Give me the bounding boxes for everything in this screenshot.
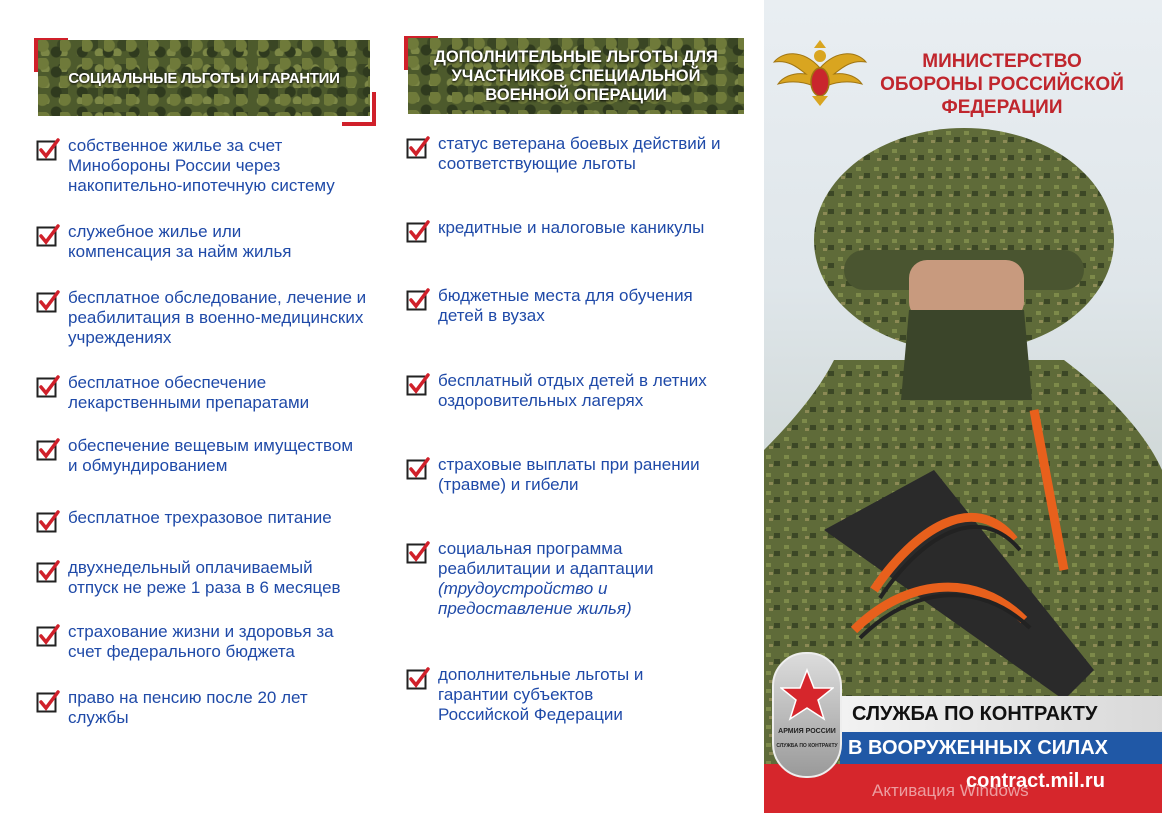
badge-subtitle: СЛУЖБА ПО КОНТРАКТУ	[776, 743, 838, 749]
list-item	[406, 286, 736, 326]
list-item	[406, 371, 746, 411]
list-item	[406, 665, 686, 725]
benefit-text: право на пенсию после 20 лет службы	[68, 688, 308, 727]
checkbox-check-icon	[36, 375, 60, 399]
list-item	[406, 539, 706, 619]
windows-activation-watermark[interactable]: Активация Windows	[872, 781, 1029, 800]
banner-line-2: В ВООРУЖЕННЫХ СИЛАХ	[848, 736, 1108, 759]
contract-service-banner	[840, 696, 1162, 732]
banner-line-1: СЛУЖБА ПО КОНТРАКТУ	[852, 702, 1098, 725]
checkbox-check-icon	[36, 624, 60, 648]
benefit-text: собственное жилье за счет Минобороны России через накопительно-ипотечную систему	[68, 136, 335, 195]
benefit-text: кредитные и налоговые каникулы	[438, 218, 705, 237]
list-item	[406, 218, 746, 244]
checkbox-check-icon	[406, 541, 430, 565]
benefit-text: бесплатный отдых детей в летних оздоровительных лагерях	[438, 371, 707, 410]
list-item	[36, 622, 346, 662]
badge-title: АРМИЯ РОССИИ	[778, 728, 836, 735]
list-item	[36, 288, 376, 348]
benefit-text: служебное жилье или компенсация за найм жилья	[68, 222, 292, 261]
checkbox-check-icon	[406, 457, 430, 481]
list-item	[406, 455, 736, 495]
eagle-emblem-icon	[772, 38, 868, 108]
red-star-icon	[780, 668, 834, 722]
benefit-text: страхование жизни и здоровья за счет федерального бюджета	[68, 622, 334, 661]
social-benefits-title: СОЦИАЛЬНЫЕ ЛЬГОТЫ И ГАРАНТИИ	[68, 69, 340, 87]
benefit-text: страховые выплаты при ранении (травме) и гибели	[438, 455, 700, 494]
benefit-text: двухнедельный оплачиваемый отпуск не реже 1 раза в 6 месяцев	[68, 558, 341, 597]
benefit-text: бюджетные места для обучения детей в вузах	[438, 286, 693, 325]
benefit-text: бесплатное обеспечение лекарственными препаратами	[68, 373, 310, 412]
checkbox-check-icon	[36, 290, 60, 314]
armed-forces-banner	[840, 732, 1162, 764]
badge-label	[772, 728, 842, 750]
benefit-italic-note: (трудоустройство и предоставление жилья)	[438, 579, 632, 618]
svo-benefits-title: ДОПОЛНИТЕЛЬНЫЕ ЛЬГОТЫ ДЛЯ УЧАСТНИКОВ СПЕЦИАЛЬНОЙ ВОЕННОЙ ОПЕРАЦИИ	[434, 47, 718, 104]
benefit-main-text: социальная программа реабилитации и адаптации	[438, 539, 654, 578]
checkbox-check-icon	[36, 560, 60, 584]
list-item	[36, 136, 376, 196]
social-benefits-list	[36, 0, 376, 813]
list-item	[36, 558, 366, 598]
checkbox-check-icon	[36, 224, 60, 248]
benefit-text: дополнительные льготы и гарантии субъектов Российской Федерации	[438, 665, 644, 724]
checkbox-check-icon	[36, 138, 60, 162]
list-item	[36, 688, 336, 728]
benefit-text: статус ветерана боевых действий и соответствующие льготы	[438, 134, 721, 173]
checkbox-check-icon	[36, 510, 60, 534]
svo-benefits-list	[406, 0, 756, 813]
website-link[interactable]: contract.mil.ru	[966, 770, 1105, 792]
list-item	[406, 134, 746, 174]
list-item	[36, 373, 336, 413]
list-item	[36, 508, 332, 534]
checkbox-check-icon	[406, 220, 430, 244]
list-item	[36, 222, 336, 262]
benefit-text: обеспечение вещевым имуществом и обмундированием	[68, 436, 354, 475]
checkbox-check-icon	[406, 667, 430, 691]
checkbox-check-icon	[36, 438, 60, 462]
ministry-title: МИНИСТЕРСТВО ОБОРОНЫ РОССИЙСКОЙ ФЕДЕРАЦИИ	[880, 51, 1124, 118]
benefit-text: бесплатное обследование, лечение и реабилитация в военно-медицинских учреждениях	[68, 288, 367, 347]
list-item	[36, 436, 366, 476]
checkbox-check-icon	[406, 288, 430, 312]
checkbox-check-icon	[36, 690, 60, 714]
benefit-text	[438, 539, 706, 619]
checkbox-check-icon	[406, 136, 430, 160]
benefit-text: бесплатное трехразовое питание	[68, 508, 332, 527]
checkbox-check-icon	[406, 373, 430, 397]
